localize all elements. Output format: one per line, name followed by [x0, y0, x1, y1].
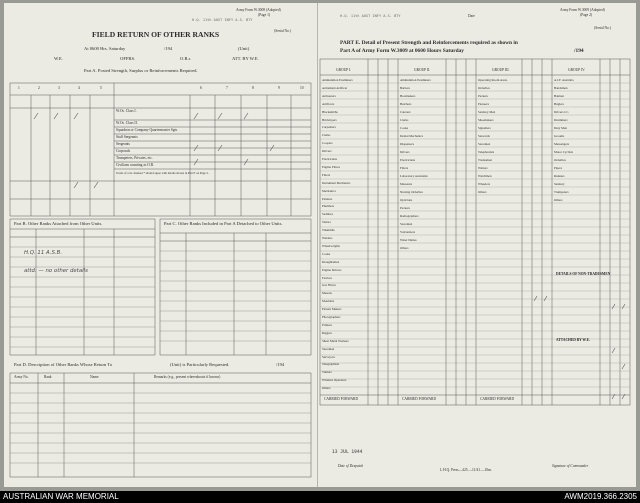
group-heading: GROUP I. — [336, 68, 352, 72]
trade-row: Cooks — [400, 126, 409, 130]
trade-row: Others — [322, 386, 331, 391]
trade-row: Printers — [322, 322, 332, 327]
trade-row: Draughtsmen — [322, 259, 340, 264]
trade-row: Ammunition Examiners — [322, 78, 353, 82]
trade-row: Tailors — [322, 220, 331, 225]
group-heading: GROUP II. — [414, 68, 431, 72]
trade-row: Artificers — [322, 101, 335, 106]
carried-forward: CARRIED FORWARD — [402, 397, 437, 401]
trade-row: Nursing Orderlies — [400, 190, 423, 194]
trade-row: Orderlies — [554, 158, 566, 162]
trade-row: Surveyors — [322, 354, 335, 359]
trade-row: Telephonists — [478, 150, 495, 154]
col-num: 10 — [300, 86, 304, 90]
part-d-col: Army No. — [14, 375, 29, 379]
trade-row: Masseurs — [400, 182, 413, 186]
group-heading: GROUP IV. — [568, 68, 586, 72]
trade-row: Storemen — [400, 222, 413, 226]
part-e-heading: PART E. Detail of Present Strength and Reinforcements required as shown in — [340, 40, 518, 46]
trade-row: Clerks — [322, 133, 331, 138]
trade-row: Tinsmiths — [322, 228, 335, 233]
trade-row: Mechanics — [322, 188, 336, 193]
trade-row: Drummers — [554, 118, 568, 122]
trade-row: A.I.F. Australia — [554, 78, 574, 82]
right-page-grid — [318, 3, 636, 487]
date-of-despatch-label: Date of Despatch — [338, 464, 364, 468]
group-heading: GROUP III. — [492, 68, 510, 72]
trade-row: Gas Fitters — [322, 283, 336, 288]
trade-row: Tradesmen — [478, 158, 493, 162]
non-tradesmen-heading: DETAILS OF NON-TRADESMEN — [556, 272, 611, 276]
footer-bar — [0, 491, 640, 503]
part-d-tail: (Unit) is Particularly Requested. — [170, 362, 230, 367]
trade-row: Bootmakers — [400, 94, 416, 98]
trade-row: Wireless Operators — [322, 378, 347, 383]
ors-label: O.R.s — [180, 56, 191, 61]
col-num: 9 — [278, 86, 280, 90]
form-title: FIELD RETURN OF OTHER RANKS — [92, 30, 220, 39]
trade-row: Others — [478, 190, 487, 194]
right-page — [318, 3, 636, 487]
we-label: W.E. — [54, 56, 64, 61]
trade-row: Painters — [322, 196, 333, 201]
col-num: 8 — [252, 86, 254, 90]
trade-row: Armourers — [322, 93, 336, 98]
trade-row: Coopers — [322, 141, 333, 146]
trade-row: Pioneers — [478, 102, 489, 106]
trade-row: Caterers — [400, 110, 411, 114]
handwritten-entry-1: H.Q. 11 A.S.B. — [24, 250, 63, 256]
trade-row: Others — [554, 198, 563, 202]
trade-row: Clerks — [400, 118, 409, 122]
trade-row: Instrument Mechanics — [322, 180, 351, 185]
form-ref-2: (Page 2) — [580, 13, 593, 17]
trade-row: Duty Men — [554, 126, 568, 130]
form-ref-1: Army Form W.3008 (Adopted) — [236, 8, 281, 12]
rank-row: Trumpeters, Privates, etc. — [116, 156, 153, 160]
rank-row: Squadron or Company Quartermaster Sgts. — [116, 128, 178, 132]
trade-row: Buglers — [554, 102, 564, 106]
trade-row: Pipers — [554, 166, 562, 170]
trade-row: Wheelers — [478, 182, 491, 186]
trade-row: Welders — [322, 236, 333, 240]
at-line-a: At 0600 Hrs. Saturday — [84, 46, 126, 51]
col-num: 2 — [38, 86, 40, 90]
trade-row: Photographers — [322, 315, 341, 319]
date-label: Date — [468, 14, 475, 18]
trade-row: Orderlies — [478, 86, 490, 90]
trade-row: Packers — [400, 206, 410, 210]
part-d-heading: Part D. Description of Other Ranks Whose Return To — [14, 362, 113, 367]
part-e-heading-2: Part A of Army Form W.3009 at 0600 Hours Saturday — [340, 48, 464, 54]
trade-row: Drivers — [322, 149, 332, 154]
trade-row: Storemen — [478, 142, 491, 146]
trade-row: Waiters — [478, 166, 488, 170]
col-num: 7 — [226, 86, 228, 90]
trade-row: Plumbers — [322, 204, 335, 209]
trade-row: Sheet Metal Workers — [322, 338, 349, 343]
trade-row: Runners — [554, 174, 565, 178]
part-d-col: Remarks (e.g., present whereabouts if known) — [154, 375, 221, 379]
trade-row: Dispensers — [400, 142, 414, 146]
col-num: 3 — [58, 86, 60, 90]
rank-row: Staff Sergeants — [116, 135, 138, 139]
rank-row: Totals of cols. marked * should agree with details shown in Part E on Page 2. — [116, 171, 209, 175]
part-a-heading: Part A. Posted Strength, Surplus or Reinforcements Required. — [84, 68, 198, 73]
carried-forward: CARRIED FORWARD — [324, 397, 359, 401]
trade-row: Shoemakers — [478, 118, 494, 122]
trade-row: Motor Cyclists — [554, 150, 574, 154]
col-num: 5 — [100, 86, 102, 90]
signature-label: Signature of Commander — [552, 464, 589, 468]
trade-row: Engine Fitters — [322, 164, 340, 169]
col-num: 1 — [18, 86, 20, 90]
col-num: 4 — [78, 86, 80, 90]
trade-row: Masons — [322, 291, 332, 296]
trade-row: Others — [400, 246, 409, 250]
carried-forward: CARRIED FORWARD — [480, 397, 515, 401]
footer-institution: AUSTRALIAN WAR MEMORIAL — [3, 492, 119, 501]
rank-row: Civilians counting as O.R. — [116, 163, 155, 167]
trade-row: Fitters — [400, 166, 409, 170]
trade-row: Cooks — [322, 251, 331, 256]
trade-row: Laboratory Assistants — [400, 174, 428, 178]
trade-row: Riggers — [322, 330, 332, 335]
trade-row: Packers — [478, 94, 488, 98]
trade-row: Bricklayers — [322, 117, 337, 122]
rank-row: Sergeants — [116, 142, 130, 146]
trade-row: Batmen — [554, 94, 564, 98]
trade-row: Sanitary — [554, 182, 565, 186]
rank-row: W.Os. Class I. — [116, 109, 137, 113]
unit-stamp: H.Q. 11th AUST INFY A.S. BTY — [340, 14, 401, 18]
form-ref-2: (Page 1) — [258, 13, 271, 17]
trade-row: Electricians — [322, 157, 338, 161]
trade-row: Ammunition Examiners — [400, 78, 431, 82]
trade-row: Moulders — [322, 299, 335, 304]
col-num: 6 — [200, 86, 202, 90]
trade-row: Electricians — [400, 158, 416, 162]
rank-row: Corporals — [116, 149, 131, 153]
offrs-label: OFFRS. — [120, 56, 136, 61]
handwritten-entry-2: attd. — no other details — [24, 268, 88, 274]
form-ref-1: Army Form W.3009 (Adopted) — [560, 8, 605, 12]
trade-row: Fitters — [322, 172, 331, 177]
trade-row: Water Duties — [400, 238, 417, 242]
part-d-date: /194 — [276, 362, 285, 367]
part-d-col: Name — [90, 375, 99, 379]
trade-row: Barbers — [400, 86, 410, 90]
part-d-col: Rank — [44, 375, 52, 379]
left-page-grid — [4, 3, 317, 487]
part-e-date: /194 — [574, 48, 584, 54]
trade-row: Turners — [322, 370, 332, 375]
trade-row: Radiographers — [400, 214, 419, 218]
at-line-c: (Unit) — [238, 46, 250, 51]
trade-row: Messengers — [554, 142, 570, 146]
trade-row: Bandsmen — [554, 86, 568, 90]
left-page — [4, 3, 317, 487]
trade-row: Armament Artificer — [322, 85, 348, 90]
attached-heading: ATTACHED BY W.E. — [556, 338, 590, 342]
footer-accession-number: AWM2019.366.2305 — [564, 492, 637, 501]
trade-row: Farriers — [322, 275, 332, 280]
date-stamp: 13 JUL 1944 — [332, 450, 363, 455]
trade-row: Stewards — [478, 134, 490, 138]
unit-stamp: H.Q. 11th AUST INFY A.S. BTY — [192, 18, 253, 22]
print-reference: L.H.Q. Press—425.—11/41.—10m. — [440, 468, 492, 472]
trade-row: Storemen — [322, 346, 335, 351]
trade-row: Drivers — [400, 150, 410, 154]
trade-row: Dental Mechanics — [400, 134, 424, 138]
trade-row: Grooms — [554, 134, 565, 138]
trade-row: Opticians — [400, 198, 413, 202]
part-c-heading: Part C. Other Ranks Included in Part A Detached to Other Units. — [164, 221, 283, 226]
trade-row: Blacksmiths — [322, 109, 338, 114]
trade-row: Operating Room Assts. — [478, 78, 508, 82]
rank-row: W.Os. Class II. — [116, 121, 138, 125]
trade-row: Drivers I.C. — [554, 110, 570, 114]
trade-row: Carpenters — [322, 125, 336, 130]
trade-row: Butchers — [400, 102, 412, 106]
form-ref-3: (Serial No.) — [274, 29, 291, 33]
form-ref-3: (Serial No.) — [594, 26, 611, 30]
part-b-heading: Part B. Other Ranks Attached from Other Units. — [14, 221, 103, 226]
trade-row: Saddlers — [322, 212, 333, 217]
trade-row: Telegraphists — [322, 362, 339, 367]
trade-row: Sanitary Men — [478, 110, 496, 114]
trade-row: Signallers — [478, 126, 491, 130]
trade-row: Pattern Makers — [322, 307, 342, 312]
trade-row: Watchmen — [478, 174, 492, 178]
trade-row: Engine Drivers — [322, 267, 342, 272]
at-line-b: /194 — [164, 46, 173, 51]
trade-row: Wheelwrights — [322, 243, 340, 248]
trade-row: Trumpeters — [554, 190, 569, 194]
att-by-we-label: ATT. BY W.E. — [232, 56, 259, 61]
trade-row: Vulcanizers — [400, 230, 416, 234]
